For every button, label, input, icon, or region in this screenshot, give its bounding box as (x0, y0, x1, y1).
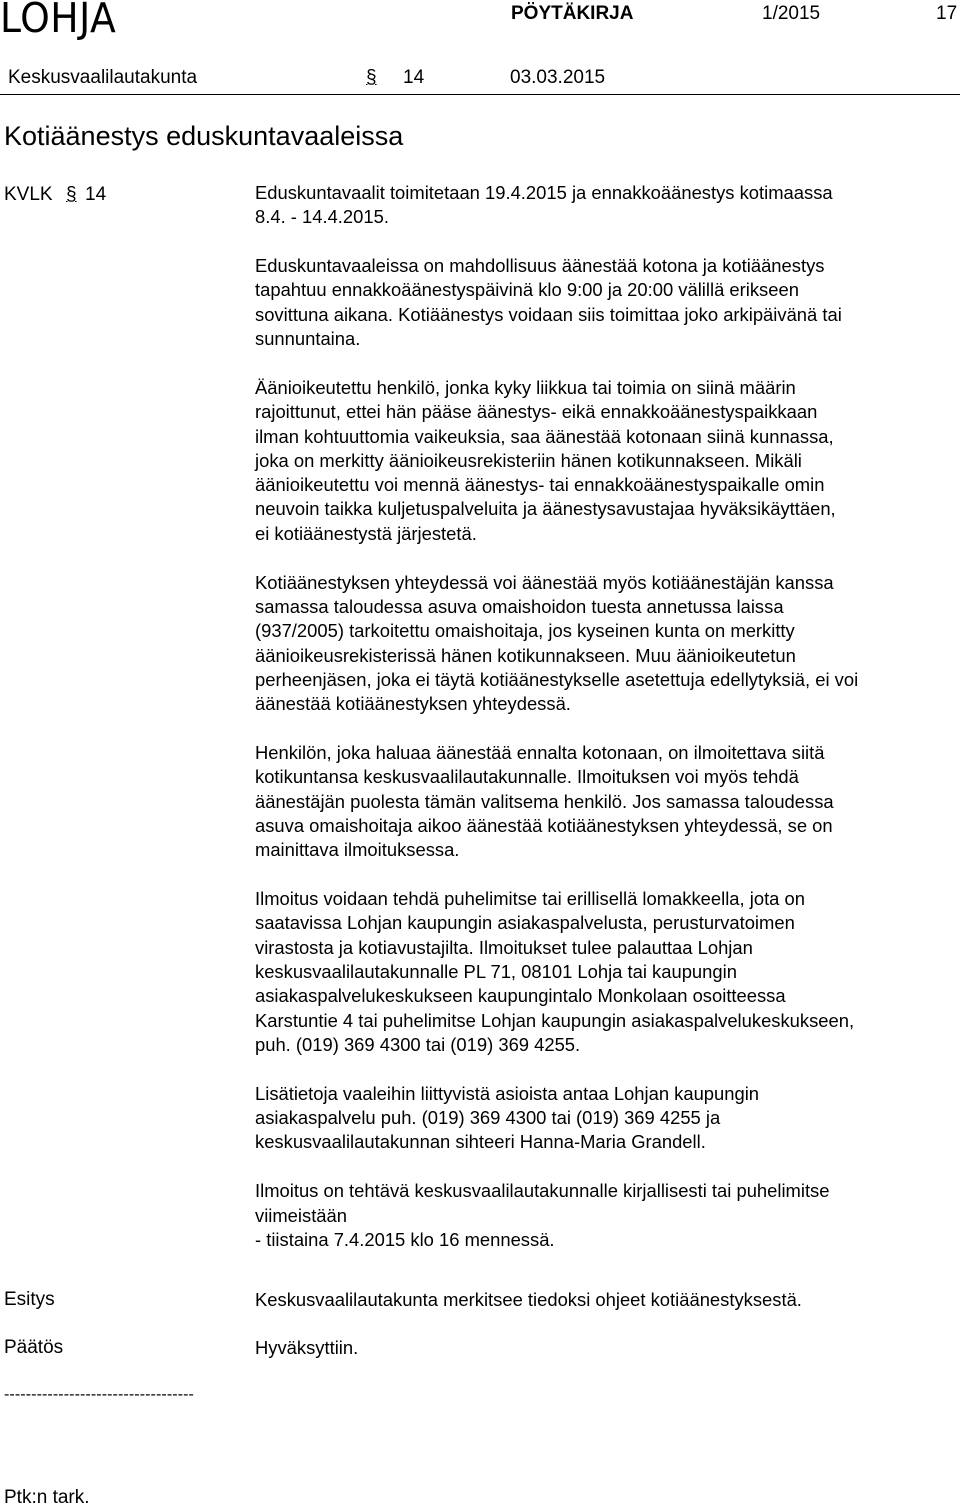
body-paragraph: Lisätietoja vaaleihin liittyvistä asioista antaa Lohjan kaupungin asiakaspalvelu puh. (019) 369 4300 tai (019) 369 4255 ja keskusvaalilautakunnan sihteeri Hanna-Maria Grandell. (255, 1082, 760, 1153)
body-paragraph: Eduskuntavaalit toimitetaan 19.4.2015 ja ennakkoäänestys kotimaassa 8.4. - 14.4.2015. (255, 182, 833, 228)
decision-label: Päätös (4, 1337, 64, 1358)
section-symbol: § (366, 67, 377, 88)
proposal-label: Esitys (4, 1289, 55, 1310)
document-type: PÖYTÄKIRJA (511, 3, 634, 24)
minutes-checker-note: Ptk:n tark. (4, 1487, 90, 1508)
body-paragraph: Ilmoitus voidaan tehdä puhelimitse tai erillisellä lomakkeella, jota on saatavissa Lohjan kaupungin asiakaspalvelusta, perusturvatoimen virastosta ja kotiavustajilta. Ilmoitukset tulee palauttaa Lohjan keskusvaalilautakunnalle PL 71, 08101 Lohja tai kaupungin asiakaspalvelukeskukseen kaupungintalo Monkolaan osoitteessa Karstuntie 4 tai puhelimitse Lohjan kaupungin asiakaspalvelukeskukseen, puh. (019) 369 4300 tai (019) 369 4255. (255, 888, 855, 1055)
body-paragraph: Eduskuntavaaleissa on mahdollisuus äänestää kotona ja kotiäänestys tapahtuu ennakkoäänestyspäivinä klo 9:00 ja 20:00 välillä erikseen sovittuna aikana. Kotiäänestys voidaan siis toimittaa joko arkipäivänä tai sunnuntaina. (255, 255, 842, 350)
lohja-logo: LOHJA (0, 0, 117, 42)
body-paragraph: Äänioikeutettu henkilö, jonka kyky liikkua tai toimia on siinä määrin rajoittunut, ettei hän pääse äänestys- eikä ennakkoäänestyspaikkaan ilman kohtuuttomia vaikeuksia, saa äänestää kotonaan siinä kunnassa, joka on merkitty äänioikeusrekisteriin hänen kotikunnakseen. Mikäli äänioikeutettu voi mennä äänestys- tai ennakkoäänestyspaikalle omin neuvoin taikka kuljetuspalveluita ja äänestysavustajaa hyväksikäyttäen, ei kotiäänestystä järjestetä. (255, 376, 836, 544)
body-paragraph: Henkilön, joka haluaa äänestää ennalta kotonaan, on ilmoitettava siitä kotikuntansa keskusvaalilautakunnalle. Ilmoituksen voi myös tehdä äänestäjän puolesta tämän valitsema henkilö. Jos samassa taloudessa asuva omaishoitaja aikoo äänestää kotiäänestyksen yhteydessä, se on mainittava ilmoituksessa. (255, 742, 834, 861)
reference-section-symbol: § (66, 184, 77, 205)
document-body (255, 181, 955, 1252)
body-paragraph: Kotiäänestyksen yhteydessä voi äänestää myös kotiäänestäjän kanssa samassa taloudessa asuva omaishoidon tuesta annetussa laissa (937/2005) tarkoitettu omaishoitaja, jos kyseinen kunta on merkitty äänioikeusrekisterissä hänen kotikunnakseen. Muu äänioikeutetun perheenjäsen, joka ei täytä kotiäänestykselle asetettuja edellytyksiä, ei voi äänestää kotiäänestyksen yhteydessä. (255, 571, 859, 715)
page-number: 17 (936, 3, 958, 24)
meeting-date: 03.03.2015 (510, 67, 606, 88)
page-title: Kotiäänestys eduskuntavaaleissa (4, 121, 404, 151)
header-divider (0, 94, 960, 95)
dashed-separator: ----------------------------------- (4, 1386, 194, 1403)
reference-number: 14 (85, 184, 107, 205)
section-number: 14 (403, 67, 425, 88)
committee-name: Keskusvaalilautakunta (8, 67, 198, 88)
reference-code: KVLK (4, 184, 53, 205)
proposal-text: Keskusvaalilautakunta merkitsee tiedoksi ohjeet kotiäänestyksestä. (255, 1289, 802, 1310)
decision-text: Hyväksyttiin. (255, 1337, 359, 1358)
document-number: 1/2015 (762, 3, 821, 24)
body-paragraph: Ilmoitus on tehtävä keskusvaalilautakunnalle kirjallisesti tai puhelimitse viimeistään - tiistaina 7.4.2015 klo 16 mennessä. (255, 1180, 830, 1250)
